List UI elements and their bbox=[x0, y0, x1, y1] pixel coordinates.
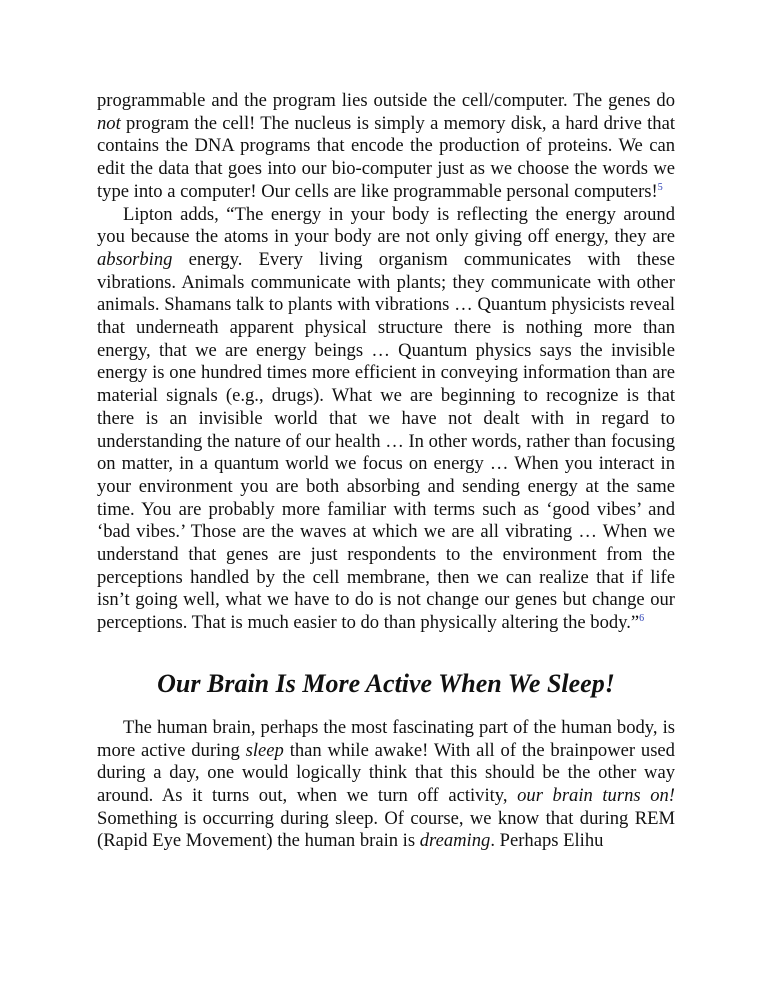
text-run: The human brain, perhaps the most fascinating part of the human body, is more active during bbox=[97, 716, 675, 761]
emphasis-text: sleep bbox=[245, 739, 284, 761]
emphasis-text: not bbox=[97, 112, 121, 134]
text-run: program the cell! The nucleus is simply a memory disk, a hard drive that contains the DNA programs that encode the production of proteins. We can edit the data that goes into our bio-computer just as we choose the words we type into a computer! Our cells are like programmable personal computers! bbox=[97, 112, 675, 202]
emphasis-text: our brain turns on! bbox=[517, 784, 675, 806]
section-heading: Our Brain Is More Active When We Sleep! bbox=[157, 668, 615, 698]
text-run: energy. Every living organism communicates with these vibrations. Animals communicate with plants; they communicate with other animals. Shamans talk to plants with vibrations … Quantum physicists reveal that underneath apparent physical structure there is nothing more than energy, that we are energy beings … Quantum physics says the invisible energy is one hundred times more efficient in conveying information than are material signals (e.g., drugs). What we are beginning to recognize is that there is an invisible world that we have not dealt with in regard to understanding the nature of our health … In other words, rather than focusing on matter, in a quantum world we focus on energy … When you interact in your environment you are both absorbing and sending energy at the same time. You are probably more familiar with terms such as ‘good vibes’ and ‘bad vibes.’ Those are the waves at which we are all vibrating … When we understand that genes are just respondents to the environment from the perceptions handled by the cell membrane, then we can realize that if life isn’t going well, what we have to do is not change our genes but change our perceptions. That is much easier to do than physically altering the body.” bbox=[97, 248, 675, 634]
text-run: Something is occurring during sleep. Of course, we know that during REM (Rapid Eye Movement) the human brain is bbox=[97, 807, 675, 852]
footnote-reference-6[interactable]: 6 bbox=[639, 613, 645, 625]
page-body bbox=[97, 90, 675, 853]
text-run: . Perhaps Elihu bbox=[490, 830, 604, 852]
paragraph-lipton-quote bbox=[97, 204, 675, 635]
emphasis-text: absorbing bbox=[97, 248, 173, 270]
paragraph-brain-sleep bbox=[97, 717, 675, 853]
footnote-reference-5[interactable]: 5 bbox=[657, 181, 663, 193]
text-run: than while awake! With all of the brainpower used during a day, one would logically think that this should be the other way around. As it turns out, when we turn off activity, bbox=[97, 739, 675, 806]
text-run: programmable and the program lies outside the cell/computer. The genes do bbox=[97, 90, 675, 111]
text-run: Lipton adds, “The energy in your body is reflecting the energy around you because the atoms in your body are not only giving off energy, they are bbox=[97, 203, 675, 248]
emphasis-text: dreaming bbox=[419, 830, 491, 852]
paragraph-continuation bbox=[97, 90, 675, 204]
